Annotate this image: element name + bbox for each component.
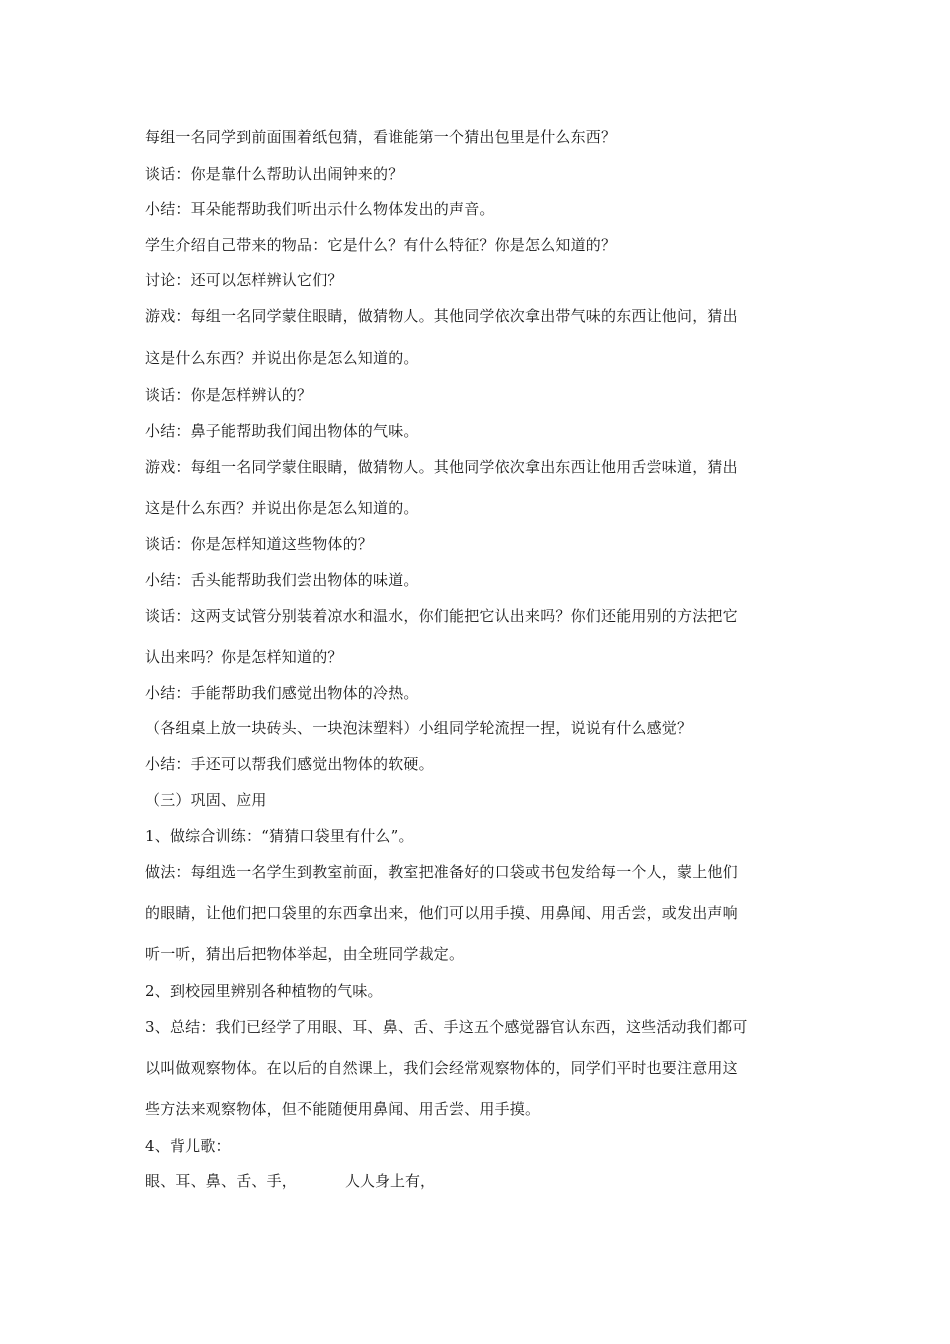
text-line: 的眼睛，让他们把口袋里的东西拿出来，他们可以用手摸、用鼻闻、用舌尝，或发出声响 xyxy=(145,904,738,922)
text-line: 谈话：你是怎样知道这些物体的？ xyxy=(145,535,374,553)
text-line: 3、总结：我们已经学了用眼、耳、鼻、舌、手这五个感觉器官认东西，这些活动我们都可 xyxy=(145,1018,748,1036)
text-line: 4、背儿歌： xyxy=(145,1137,231,1155)
text-line: 认出来吗？你是怎样知道的？ xyxy=(145,648,343,666)
section-heading: （三）巩固、应用 xyxy=(145,791,267,809)
text-line: 谈话：你是靠什么帮助认出闹钟来的？ xyxy=(145,165,404,183)
text-line: 这是什么东西？并说出你是怎么知道的。 xyxy=(145,349,419,367)
text-line: 小结：耳朵能帮助我们听出示什么物体发出的声音。 xyxy=(145,200,495,218)
text-line: 小结：手能帮助我们感觉出物体的冷热。 xyxy=(145,684,419,702)
text-line: 每组一名同学到前面围着纸包猜，看谁能第一个猜出包里是什么东西？ xyxy=(145,128,617,146)
text-line: 游戏：每组一名同学蒙住眼睛，做猜物人。其他同学依次拿出东西让他用舌尝味道，猜出 xyxy=(145,458,738,476)
text-line: 谈话：这两支试管分别装着凉水和温水，你们能把它认出来吗？你们还能用别的方法把它 xyxy=(145,607,738,625)
text-line: 学生介绍自己带来的物品：它是什么？有什么特征？你是怎么知道的？ xyxy=(145,236,617,254)
text-line: 小结：舌头能帮助我们尝出物体的味道。 xyxy=(145,571,419,589)
text-line: 做法：每组选一名学生到教室前面，教室把准备好的口袋或书包发给每一个人，蒙上他们 xyxy=(145,863,738,881)
poem-line-first: 眼、耳、鼻、舌、手， xyxy=(145,1172,298,1190)
text-line: 些方法来观察物体，但不能随便用鼻闻、用舌尝、用手摸。 xyxy=(145,1100,541,1118)
text-line: 1、做综合训练：“猜猜口袋里有什么”。 xyxy=(145,827,414,845)
text-line: 这是什么东西？并说出你是怎么知道的。 xyxy=(145,499,419,517)
text-line: 小结：鼻子能帮助我们闻出物体的气味。 xyxy=(145,422,419,440)
text-line: 听一听，猜出后把物体举起，由全班同学裁定。 xyxy=(145,945,465,963)
text-line: （各组桌上放一块砖头、一块泡沫塑料）小组同学轮流捏一捏，说说有什么感觉？ xyxy=(145,719,693,737)
text-line: 小结：手还可以帮我们感觉出物体的软硬。 xyxy=(145,755,434,773)
text-line: 谈话：你是怎样辨认的？ xyxy=(145,386,313,404)
text-line: 讨论：还可以怎样辨认它们？ xyxy=(145,271,343,289)
text-line: 以叫做观察物体。在以后的自然课上，我们会经常观察物体的，同学们平时也要注意用这 xyxy=(145,1059,738,1077)
poem-line-second: 人人身上有， xyxy=(345,1172,436,1190)
text-line: 游戏：每组一名同学蒙住眼睛，做猜物人。其他同学依次拿出带气味的东西让他问，猜出 xyxy=(145,307,738,325)
text-line: 2、到校园里辨别各种植物的气味。 xyxy=(145,982,383,1000)
